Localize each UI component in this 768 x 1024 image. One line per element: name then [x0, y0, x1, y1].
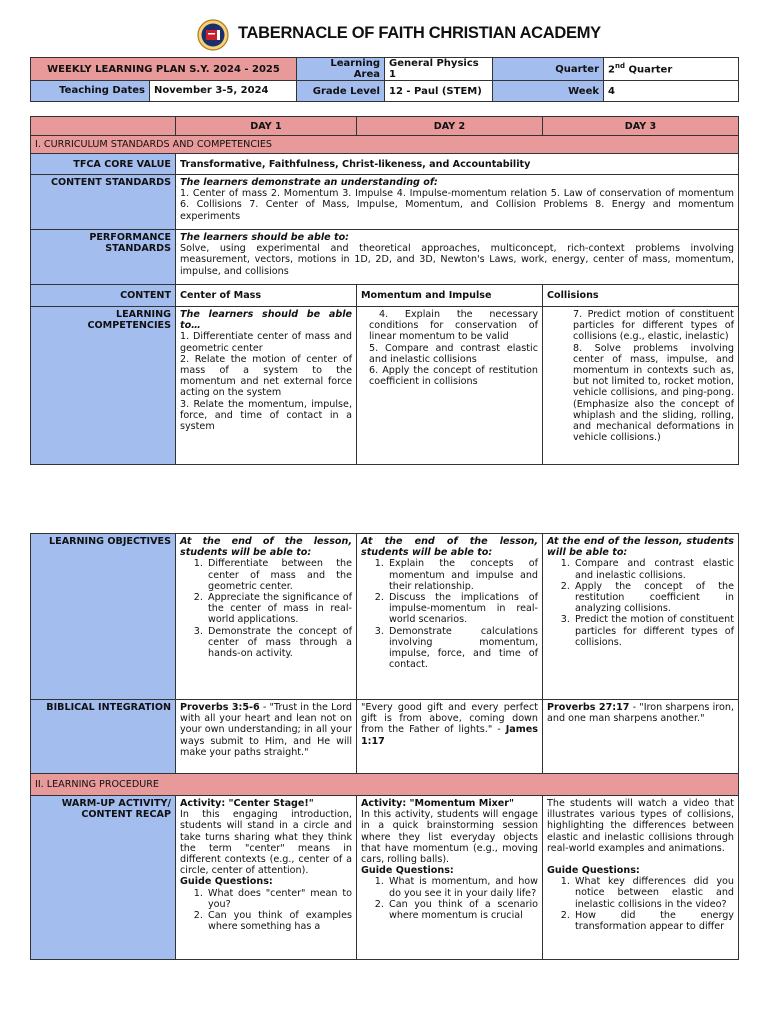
list-item: 1. Compare and contrast elastic and inelastic collisions.	[573, 558, 734, 580]
core-value: Transformative, Faithfulness, Christ-likeness, and Accountability	[176, 154, 739, 175]
content-label: CONTENT	[31, 285, 176, 307]
core-value-label: TFCA CORE VALUE	[31, 154, 176, 175]
teaching-dates-label: Teaching Dates	[31, 81, 150, 101]
list-item: 1. Differentiate between the center of mass and the geometric center.	[206, 558, 352, 592]
quarter-label: Quarter	[493, 58, 604, 81]
school-name: TABERNACLE OF FAITH CHRISTIAN ACADEMY	[238, 24, 601, 42]
content-day3: Collisions	[543, 285, 739, 307]
performance-standards-label: PERFORMANCE STANDARDS	[31, 230, 176, 285]
list-item: 2. Appreciate the significance of the center of mass in real-world applications.	[206, 592, 352, 626]
list-item: 1. What is momentum, and how do you see it in your daily life?	[387, 876, 538, 898]
biblical-day1: Proverbs 3:5-6 - "Trust in the Lord with all your heart and lean not on your own understanding; in all your ways submit to Him, and He will make your paths straight."	[176, 700, 357, 774]
list-item: 2. How did the energy transformation appear to differ	[573, 910, 734, 932]
warmup-day1: Activity: "Center Stage!" In this engaging introduction, students will stand in a circle and take turns sharing what they think the term "center" means in different contexts (e.g., center of a circle, center of attention). Guide Questions: 1. What does "center" mean to you? 2. Can you think of examples where something has a	[176, 796, 357, 960]
list-item: 3. Demonstrate the concept of center of mass through a hands-on activity.	[206, 626, 352, 660]
warmup-day3: The students will watch a video that illustrates various types of collisions, highlighting the differences between elastic and inelastic collisions through real-world examples and animations. Guide Questions: 1. What key differences did you notice between elastic and inelastic collisions in the video? 2. How did the energy transformation appear to differ	[543, 796, 739, 960]
quarter-value: 2nd Quarter	[604, 58, 739, 81]
procedure-table	[30, 533, 739, 960]
performance-standards: The learners should be able to: Solve, using experimental and theoretical approaches, multiconcept, rich-context problems involving measurement, vectors, motions in 1D, 2D, and 3D, Newton's Laws, work, energy, center of mass, momentum, impulse, and collisions	[176, 230, 739, 285]
content-standards: The learners demonstrate an understanding of: 1. Center of mass 2. Momentum 3. Impulse 4. Impulse-momentum relation 5. Law of conservation of momentum 6. Collisions 7. Center of Mass, Impulse, Momentum, and Collision Problems 8. Energy and momentum experiments	[176, 175, 739, 230]
grade-level-value: 12 - Paul (STEM)	[385, 81, 493, 102]
week-value: 4	[604, 81, 739, 102]
teaching-dates-value: November 3-5, 2024	[154, 85, 269, 96]
biblical-day3: Proverbs 27:17 - "Iron sharpens iron, and one man sharpens another."	[543, 700, 739, 774]
list-item: 1. What key differences did you notice between elastic and inelastic collisions in the video?	[573, 876, 734, 910]
day-header: DAY 1	[176, 117, 357, 136]
list-item: 3. Demonstrate calculations involving momentum, impulse, force, and time of contact.	[387, 626, 538, 671]
biblical-label: BIBLICAL INTEGRATION	[31, 700, 176, 774]
section-title: II. LEARNING PROCEDURE	[31, 774, 739, 796]
competencies-day3: 7. Predict motion of constituent particles for different types of collisions (e.g., elastic, inelastic) 8. Solve problems involving center of mass, impulse, and momentum in contexts such as, but not limited to, rocket motion, vehicle collisions, and ping-pong. (Emphasize also the concept of whiplash and the sliding, rolling, and mechanical deformations in vehicle collisions.)	[543, 307, 739, 465]
competencies-day1: The learners should be able to… 1. Differentiate center of mass and geometric center 2. Relate the motion of center of mass of a system to the momentum and net external force acting on the system 3. Relate the momentum, impulse, force, and time of contact in a system	[176, 307, 357, 465]
page-header	[0, 18, 768, 54]
week-label: Week	[493, 81, 604, 102]
plan-info-table	[30, 57, 739, 102]
school-seal-icon	[197, 19, 229, 51]
objectives-label: LEARNING OBJECTIVES	[31, 534, 176, 700]
objectives-day3: At the end of the lesson, students will be able to: 1. Compare and contrast elastic and inelastic collisions. 2. Apply the concept of the restitution coefficient in analyzing collisions. 3. Predict the motion of constituent particles for different types of collisions.	[543, 534, 739, 700]
content-day1: Center of Mass	[176, 285, 357, 307]
learning-area-value: General Physics 1	[385, 58, 493, 81]
section-title: I. CURRICULUM STANDARDS AND COMPETENCIES	[31, 136, 739, 154]
plan-title: WEEKLY LEARNING PLAN S.Y. 2024 - 2025	[31, 58, 297, 81]
competencies-label: LEARNING COMPETENCIES	[31, 307, 176, 465]
warmup-day2: Activity: "Momentum Mixer" In this activity, students will engage in a quick brainstorming session where they list everyday objects that have momentum (e.g., moving cars, rolling balls). Guide Questions: 1. What is momentum, and how do you see it in your daily life? 2. Can you think of a scenario where momentum is crucial	[357, 796, 543, 960]
competencies-day2: 4. Explain the necessary conditions for conservation of linear momentum to be valid 5. Compare and contrast elastic and inelastic collisions 6. Apply the concept of restitution coefficient in collisions	[357, 307, 543, 465]
list-item: 3. Predict the motion of constituent particles for different types of collisions.	[573, 614, 734, 648]
objectives-day2: At the end of the lesson, students will be able to: 1. Explain the concepts of momentum and impulse and their relationship. 2. Discuss the implications of impulse-momentum in real-world scenarios. 3. Demonstrate calculations involving momentum, impulse, force, and time of contact.	[357, 534, 543, 700]
list-item: 2. Discuss the implications of impulse-momentum in real-world scenarios.	[387, 592, 538, 626]
corner-cell	[31, 117, 176, 136]
list-item: 2. Can you think of examples where something has a	[206, 910, 352, 932]
teaching-dates-cell	[31, 81, 297, 102]
objectives-day1: At the end of the lesson, students will be able to: 1. Differentiate between the center of mass and the geometric center. 2. Appreciate the significance of the center of mass in real-world applications. 3. Demonstrate the concept of center of mass through a hands-on activity.	[176, 534, 357, 700]
learning-area-label: Learning Area	[297, 58, 385, 81]
day-header: DAY 3	[543, 117, 739, 136]
content-standards-label: CONTENT STANDARDS	[31, 175, 176, 230]
curriculum-table	[30, 116, 739, 465]
warmup-label: WARM-UP ACTIVITY/ CONTENT RECAP	[31, 796, 176, 960]
list-item: 1. Explain the concepts of momentum and impulse and their relationship.	[387, 558, 538, 592]
day-header: DAY 2	[357, 117, 543, 136]
list-item: 2. Can you think of a scenario where momentum is crucial	[387, 899, 538, 921]
content-day2: Momentum and Impulse	[357, 285, 543, 307]
list-item: 2. Apply the concept of the restitution coefficient in analyzing collisions.	[573, 581, 734, 615]
grade-level-label: Grade Level	[297, 81, 385, 102]
list-item: 1. What does "center" mean to you?	[206, 888, 352, 910]
biblical-day2: "Every good gift and every perfect gift is from above, coming down from the Father of lights." - James 1:17	[357, 700, 543, 774]
